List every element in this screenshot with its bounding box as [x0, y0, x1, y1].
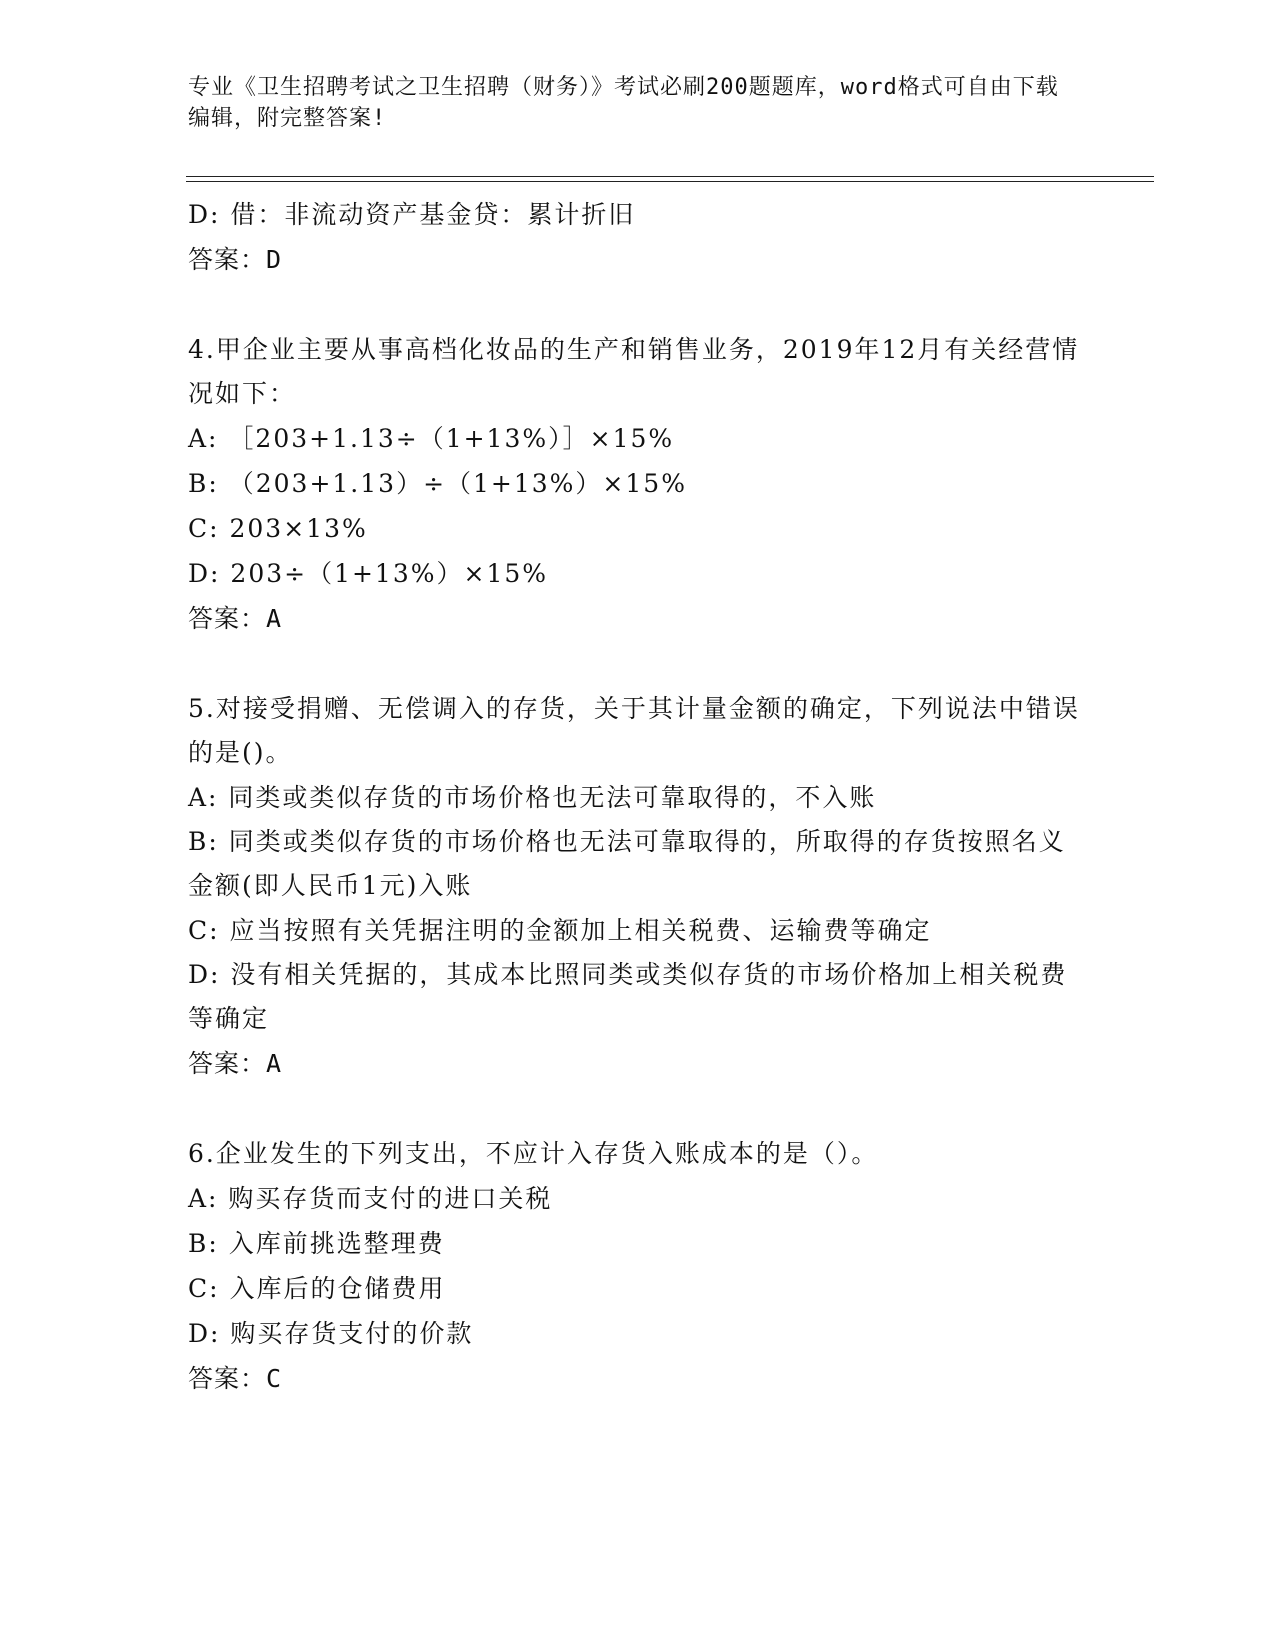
option-b: B: 入库前挑选整理费	[188, 1229, 445, 1258]
question-answer: 答案：A	[188, 1049, 283, 1078]
header-divider-top	[186, 176, 1154, 177]
option-a: A: 同类或类似存货的市场价格也无法可靠取得的，不入账	[188, 783, 877, 812]
option-c: C: 应当按照有关凭据注明的金额加上相关税费、运输费等确定	[188, 916, 932, 945]
header-divider-bottom	[186, 181, 1154, 182]
question-4	[188, 328, 1088, 641]
option-c: C: 入库后的仓储费用	[188, 1274, 446, 1303]
question-6	[188, 1132, 1088, 1401]
spacer	[188, 1086, 1088, 1132]
option-b: B: 同类或类似存货的市场价格也无法可靠取得的，所取得的存货按照名义金额(即人民币1元)入账	[188, 827, 1066, 900]
question-5	[188, 687, 1088, 1086]
option-d: D: 没有相关凭据的，其成本比照同类或类似存货的市场价格加上相关税费等确定	[188, 960, 1068, 1033]
question-answer: 答案：C	[188, 1364, 283, 1393]
question-answer: 答案：A	[188, 604, 283, 633]
page-header: 专业《卫生招聘考试之卫生招聘（财务）》考试必刷200题题库，word格式可自由下载编辑，附完整答案!	[188, 75, 1059, 131]
option-b: B: （203+1.13）÷（1+13%）×15%	[188, 469, 687, 498]
question-stem: 5.对接受捐赠、无偿调入的存货，关于其计量金额的确定，下列说法中错误的是()。	[188, 694, 1080, 767]
question-content	[188, 192, 1088, 1401]
prev-question-option-d: D: 借：非流动资产基金贷：累计折旧	[188, 200, 636, 229]
option-a: A: 购买存货而支付的进口关税	[188, 1184, 553, 1213]
spacer	[188, 282, 1088, 328]
option-d: D: 203÷（1+13%）×15%	[188, 559, 549, 588]
option-a: A: ［203+1.13÷（1+13%）］×15%	[188, 424, 675, 453]
question-stem: 4.甲企业主要从事高档化妆品的生产和销售业务，2019年12月有关经营情况如下：	[188, 335, 1080, 408]
option-c: C: 203×13%	[188, 514, 368, 543]
option-d: D: 购买存货支付的价款	[188, 1319, 474, 1348]
question-stem: 6.企业发生的下列支出，不应计入存货入账成本的是（）。	[188, 1139, 879, 1168]
prev-question-answer: 答案：D	[188, 245, 283, 274]
spacer	[188, 641, 1088, 687]
